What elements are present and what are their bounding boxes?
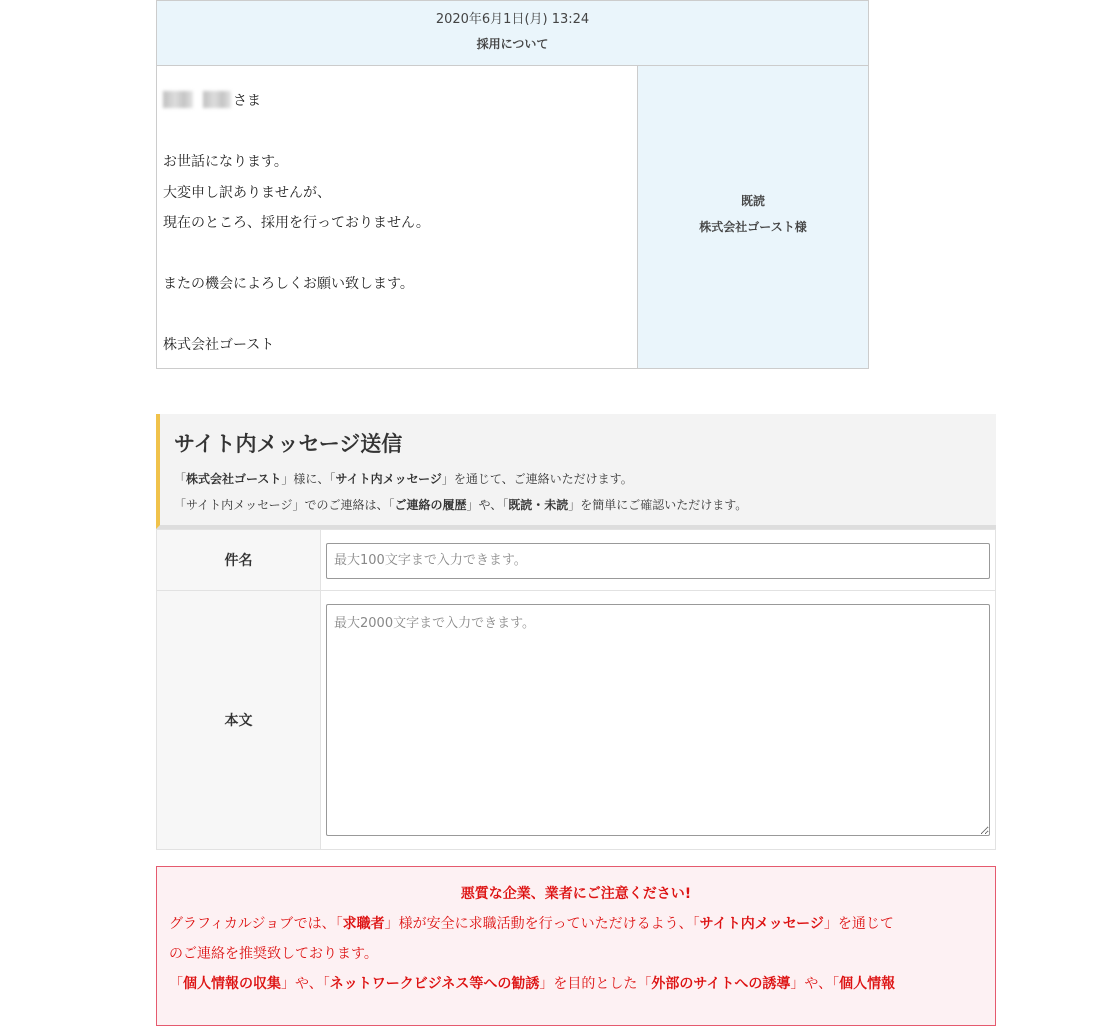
message-line [163,300,637,331]
message-line: 株式会社ゴースト [163,337,275,353]
section-title: サイト内メッセージ送信 [174,432,403,456]
warning-line-3 [169,969,983,999]
subject-cell [321,530,996,591]
read-by: 株式会社ゴースト様 [699,220,807,234]
warning-line-1 [169,909,983,939]
salutation-line [163,86,637,117]
salutation-suffix: さま [233,93,261,109]
body-cell [321,591,996,850]
thread-body [157,66,868,368]
message-line: お世話になります。 [163,154,288,170]
message-date: 2020年6月1日(月) 13:24 [435,12,590,27]
warning-text: 」や、「 [790,976,840,992]
send-header [156,414,996,529]
desc-text: 」様に、「 [281,472,336,486]
warning-text: 」様が安全に求職活動を行っていただけるよう、「 [384,916,700,932]
send-message-section [156,414,996,850]
history-term: ご連絡の履歴 [394,498,467,512]
read-status: 既読 [740,194,765,208]
body-label: 本文 [157,591,321,850]
message-line: 大変申し訳ありませんが、 [163,184,331,201]
message-content [157,66,638,368]
warning-title: 悪質な企業、業者にご注意ください! [460,886,692,902]
network-business-term: ネットワークビジネス等への勧誘 [329,976,540,992]
message-thread [156,0,869,369]
personal-info-term: 個人情報の収集 [183,976,281,992]
section-description-1 [174,466,996,492]
desc-text: 」や、「 [466,498,509,512]
message-line [163,239,637,270]
subject-label: 件名 [157,530,321,591]
redacted-given-name [203,91,231,108]
redacted-surname [163,91,193,108]
subject-row [157,530,996,591]
section-description-2 [174,492,996,518]
external-site-term: 外部のサイトへの誘導 [651,976,791,992]
warning-text: 」を目的とした「 [539,976,652,992]
subject-input[interactable] [326,543,990,579]
warning-box [156,866,996,1026]
message-form [156,529,996,850]
thread-header [157,1,868,66]
warning-text: 」や、「 [281,976,330,992]
desc-text: 」を通じて、ご連絡いただけます。 [441,472,633,486]
desc-text: 」を簡単にご確認いただけます。 [568,498,748,512]
message-subject: 採用について [476,37,549,51]
job-seeker-term: 求職者 [342,916,385,932]
read-status-panel [638,66,868,368]
read-unread-term: 既読・未読 [508,498,569,512]
body-textarea[interactable] [326,604,990,836]
body-row [157,591,996,850]
warning-text: 「 [169,976,183,992]
site-message-term: サイト内メッセージ [335,472,442,486]
message-line: またの機会によろしくお願い致します。 [163,276,414,292]
desc-text: 「 [174,472,187,486]
personal-info-term-2: 個人情報 [839,976,896,992]
blank-line [163,117,637,148]
warning-line-2: のご連絡を推奨致しております。 [169,946,378,962]
warning-text: 」を通じて [823,916,894,932]
company-name: 株式会社ゴースト [186,472,282,486]
message-line: 現在のところ、採用を行っておりません。 [163,215,430,231]
warning-text: グラフィカルジョブでは、「 [169,916,343,932]
site-message-term: サイト内メッセージ [699,916,824,932]
desc-text: 「サイト内メッセージ」でのご連絡は、「 [174,498,395,512]
